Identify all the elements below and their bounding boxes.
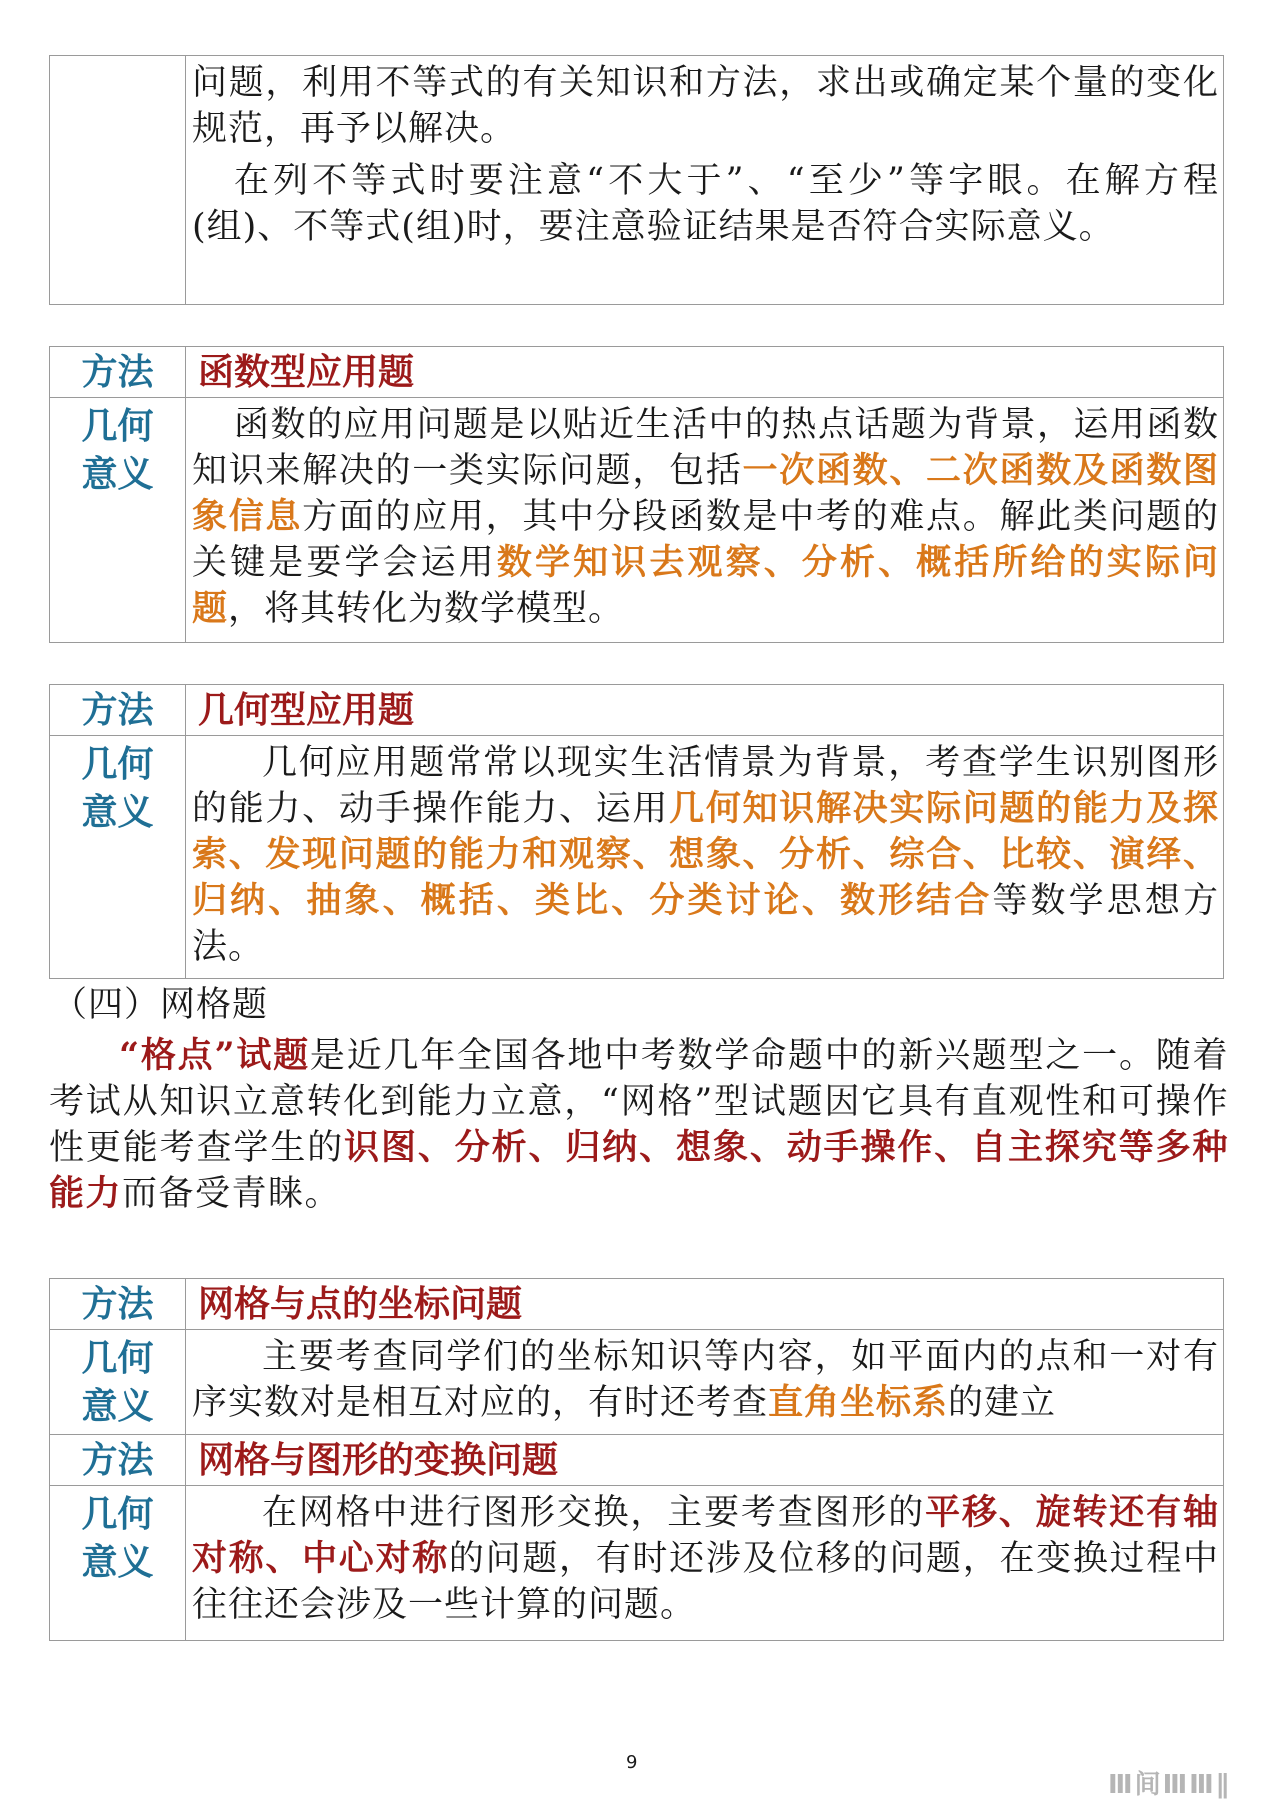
text: 等数学思想方法。	[192, 881, 1219, 967]
paragraph	[192, 1490, 1219, 1628]
text: 几何应用题常常以现实生活情景为背景，考查学生识别图形的能力、动手操作能力、运用	[192, 743, 1219, 829]
highlight: 一次函数、二次函数及函数图象信息	[192, 450, 1219, 537]
table-inequality-continued	[49, 55, 1224, 305]
method-title: 网格与图形的变换问题	[186, 1435, 1224, 1486]
text: 的问题，有时还涉及位移的问题，在变换过程中往往还会涉及一些计算的问题。	[192, 1539, 1219, 1625]
meaning-label	[50, 736, 186, 979]
meaning-label-text: 几何意义	[81, 1493, 154, 1583]
meaning-text-cell	[186, 398, 1224, 643]
highlight: 平移、旋转还有轴对称、中心对称	[192, 1492, 1219, 1579]
method-label: 方法	[50, 1279, 186, 1330]
text: 而备受青睐。	[122, 1174, 342, 1214]
meaning-label-text: 几何意义	[81, 743, 154, 833]
text: 是近几年全国各地中考数学命题中的新兴题型之一。随着考试从知识立意转化到能力立意，“网格”型试题因它具有直观性和可操作性更能考查学生的	[49, 1036, 1229, 1168]
method-label: 方法	[50, 685, 186, 736]
table-grid-problems	[49, 1278, 1224, 1641]
highlight: 识图、分析、归纳、想象、动手操作、自主探究等多种能力	[49, 1127, 1229, 1214]
paragraph: 在列不等式时要注意“不大于”、“至少”等字眼。在解方程(组)、不等式(组)时，要注意验证结果是否符合实际意义。	[192, 161, 1219, 247]
section-paragraph	[49, 1033, 1229, 1217]
meaning-label	[50, 1330, 186, 1435]
meaning-label-text: 几何意义	[81, 1337, 154, 1427]
meaning-text-cell	[186, 736, 1224, 979]
text: 主要考查同学们的坐标知识等内容，如平面内的点和一对有序实数对是相互对应的，有时还考查	[192, 1337, 1219, 1423]
meaning-label	[50, 1486, 186, 1641]
method-label: 方法	[50, 347, 186, 398]
text: 的建立	[948, 1383, 1057, 1423]
method-title: 几何型应用题	[186, 685, 1224, 736]
page-number: 9	[626, 1752, 638, 1773]
inequality-text-cell	[186, 56, 1224, 305]
paragraph: 问题，利用不等式的有关知识和方法，求出或确定某个量的变化规范，再予以解决。	[192, 63, 1219, 149]
meaning-text-cell	[186, 1330, 1224, 1435]
highlight: “格点”试题	[119, 1035, 310, 1076]
section-heading: （四）网格题	[52, 985, 269, 1025]
method-title: 函数型应用题	[186, 347, 1224, 398]
text: 方面的应用，其中分段函数是中考的难点。解此类问题的关键是要学会运用	[192, 497, 1219, 583]
watermark: Ⅲ间ⅢⅢ∥	[1108, 1770, 1231, 1800]
meaning-label	[50, 398, 186, 643]
table-geometry-application	[49, 684, 1224, 979]
highlight: 几何知识解决实际问题的能力及探索、发现问题的能力和观察、想象、分析、综合、比较、演绎、归纳、抽象、概括、类比、分类讨论、数形结合	[192, 788, 1219, 921]
meaning-text-cell	[186, 1486, 1224, 1641]
meaning-label-text: 几何意义	[81, 405, 154, 495]
table-function-application	[49, 346, 1224, 643]
text: 在网格中进行图形交换，主要考查图形的	[262, 1493, 926, 1533]
method-title: 网格与点的坐标问题	[186, 1279, 1224, 1330]
method-label: 方法	[50, 1435, 186, 1486]
paragraph	[192, 1334, 1219, 1426]
paragraph	[192, 402, 1219, 632]
text: 函数的应用问题是以贴近生活中的热点话题为背景，运用函数知识来解决的一类实际问题，包括	[192, 405, 1219, 491]
empty-label-cell	[50, 56, 186, 305]
paragraph	[192, 740, 1219, 970]
text: ，将其转化为数学模型。	[228, 589, 625, 629]
highlight: 数学知识去观察、分析、概括所给的实际问题	[192, 542, 1219, 629]
highlight: 直角坐标系	[768, 1382, 949, 1423]
